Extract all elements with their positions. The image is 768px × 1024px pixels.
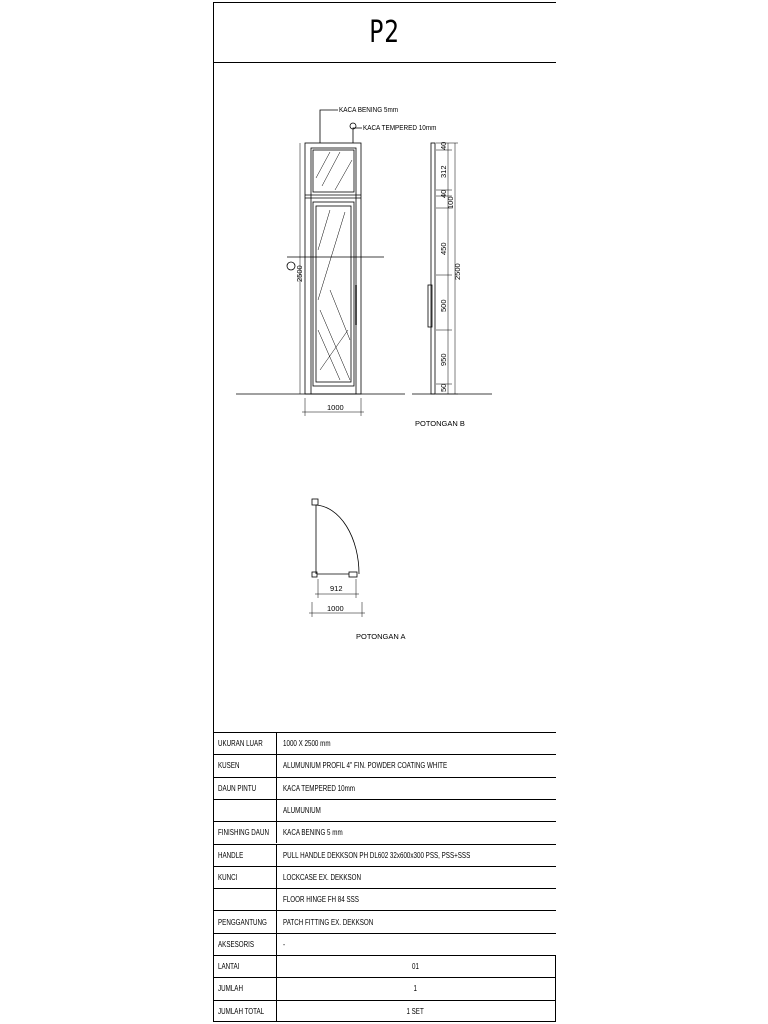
section-a: [309, 499, 365, 617]
total-row: [213, 977, 556, 999]
elevation-height-dim: 2500: [295, 265, 304, 282]
spec-label: FINISHING DAUN: [218, 828, 269, 838]
section-a-label: POTONGAN A: [356, 632, 406, 641]
spec-value: FLOOR HINGE FH 84 SSS: [283, 895, 359, 905]
spec-label: UKURAN LUAR: [218, 739, 263, 749]
callout-tempered-glass: KACA TEMPERED 10mm: [362, 124, 437, 133]
spec-value: 1000 X 2500 mm: [283, 739, 331, 749]
spec-row: [213, 777, 556, 799]
spec-value: -: [283, 939, 286, 949]
spec-label: HANDLE: [218, 850, 244, 860]
spec-value: ALUMUNIUM: [283, 806, 321, 816]
section-b-dim-1: 40: [439, 141, 448, 150]
spec-row: [213, 821, 556, 843]
total-value: 1 SET: [406, 1006, 425, 1016]
section-b-dim-5: 450: [439, 242, 448, 255]
section-a-frame-dim: 1000: [327, 604, 344, 613]
spec-label: AKSESORIS: [218, 939, 255, 949]
section-b-frame: [431, 143, 435, 394]
spec-row: [213, 844, 556, 866]
sheet-title: P2: [369, 14, 400, 50]
spec-row: [213, 866, 556, 888]
section-b-dim-6: 500: [439, 299, 448, 312]
total-row: [213, 955, 556, 977]
spec-value: LOCKCASE EX. DEKKSON: [283, 872, 362, 882]
callout-leader-tempered-glass: [353, 128, 362, 143]
callout-leader-clear-glass: [320, 110, 338, 143]
section-b-label: POTONGAN B: [415, 419, 465, 428]
section-b: [412, 143, 492, 394]
elevation-width-dim: 1000: [327, 403, 344, 412]
spec-label: PENGGANTUNG: [218, 917, 267, 927]
section-b-total-dim: 2500: [453, 263, 462, 280]
spec-value: KACA BENING 5 mm: [283, 828, 343, 838]
spec-row: [213, 888, 556, 910]
section-b-dim-7: 950: [439, 353, 448, 366]
spec-row: [213, 799, 556, 821]
section-b-dim-4: 100: [446, 196, 455, 209]
callout-clear-glass: KACA BENING 5mm: [338, 106, 399, 115]
section-a-leaf-dim: 912: [330, 584, 343, 593]
spec-value: PATCH FITTING EX. DEKKSON: [283, 917, 374, 927]
spec-label: KUNCI: [218, 872, 238, 882]
door-swing-arc: [316, 505, 359, 574]
spec-row: [213, 910, 556, 932]
front-elevation: [236, 110, 405, 416]
section-b-dim-2: 312: [439, 165, 448, 178]
section-b-dim-3: 40: [439, 189, 448, 198]
total-row: [213, 1000, 556, 1022]
section-b-dim-8: 50: [439, 383, 448, 392]
total-value: 1: [413, 984, 418, 994]
door-leaf: [313, 202, 354, 386]
total-label: JUMLAH: [218, 984, 243, 994]
spec-row: [213, 933, 556, 955]
spec-value: PULL HANDLE DEKKSON PH DL602 32x600x300 PSS, PSS+SSS: [283, 850, 471, 860]
transom-panel: [313, 150, 354, 192]
total-label: JUMLAH TOTAL: [218, 1006, 265, 1016]
total-label: LANTAI: [218, 962, 240, 972]
spec-row: [213, 754, 556, 776]
spec-value: ALUMUNIUM PROFIL 4" FIN. POWDER COATING WHITE: [283, 761, 448, 771]
spec-value: KACA TEMPERED 10mm: [283, 783, 356, 793]
spec-label: KUSEN: [218, 761, 240, 771]
spec-row: [213, 732, 556, 754]
total-value: 01: [412, 962, 419, 972]
spec-label: DAUN PINTU: [218, 783, 257, 793]
section-marker: [287, 262, 295, 270]
door-frame-inner: [311, 148, 356, 394]
